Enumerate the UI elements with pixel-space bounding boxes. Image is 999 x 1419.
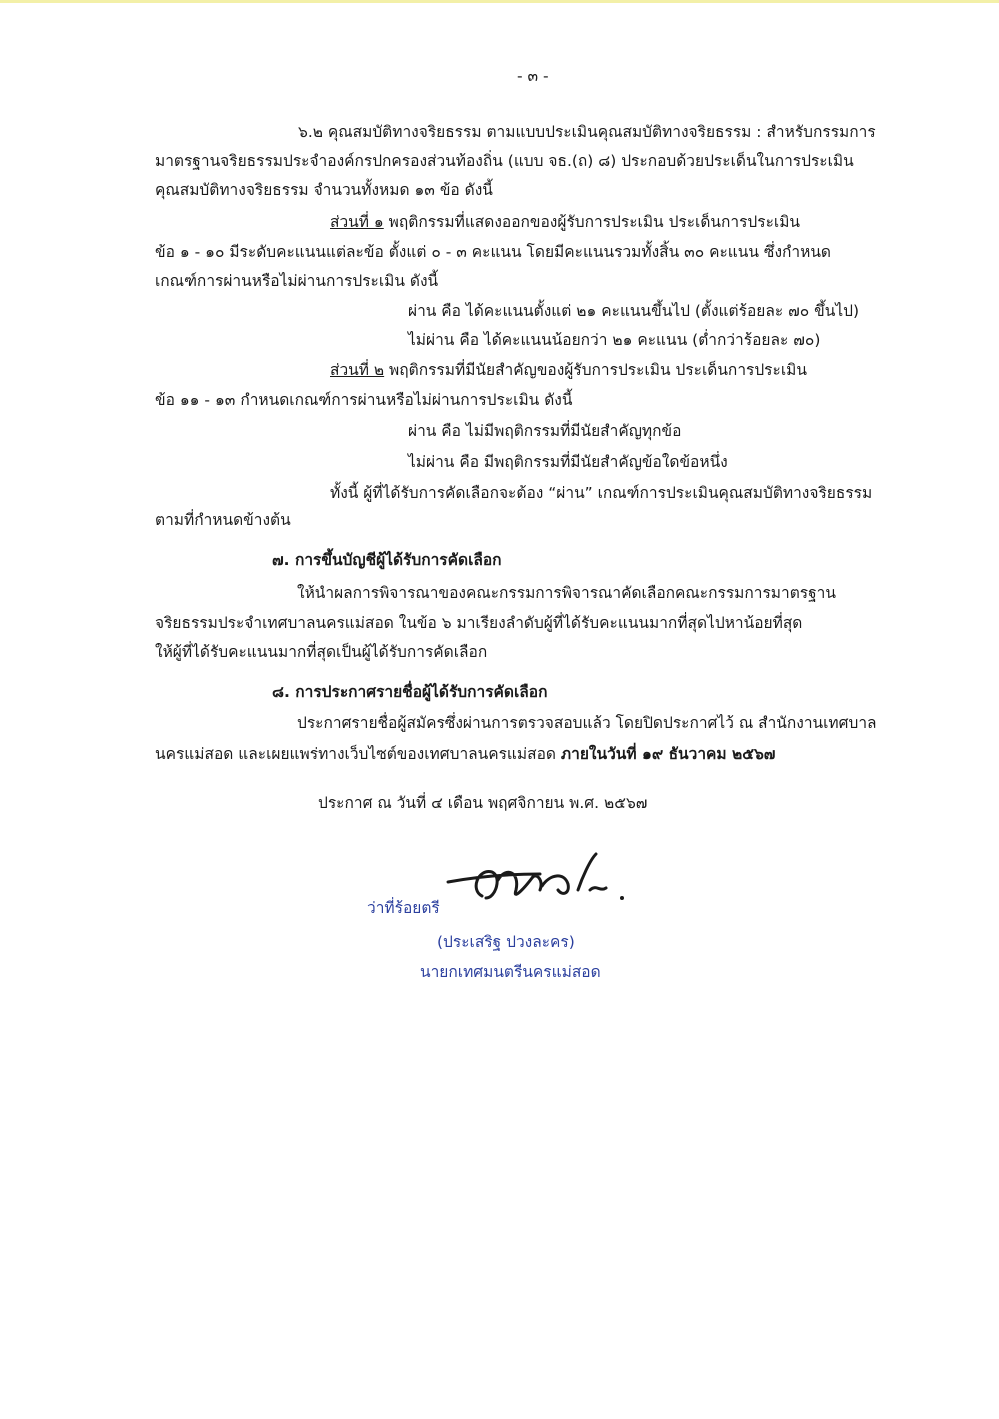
page-number: - ๓ - (517, 67, 549, 85)
page-top-border (0, 0, 999, 3)
sec8-deadline: ภายในวันที่ ๑๙ ธันวาคม ๒๕๖๗ (560, 745, 776, 763)
part1-line-2: ข้อ ๑ - ๑๐ มีระดับคะแนนแต่ละข้อ ตั้งแต่ ๐ - ๓ คะแนน โดยมีคะแนนรวมทั้งสิ้น ๓๐ คะแนน ซึ่งกำหนด (155, 243, 831, 261)
part1-line-1-text: พฤติกรรมที่แสดงออกของผู้รับการประเมิน ประเด็นการประเมิน (383, 213, 801, 231)
signature-position: นายกเทศมนตรีนครแม่สอด (420, 963, 601, 981)
part2-pass: ผ่าน คือ ไม่มีพฤติกรรมที่มีนัยสำคัญทุกข้อ (408, 422, 682, 440)
announce-date: ประกาศ ณ วันที่ ๔ เดือน พฤศจิกายน พ.ศ. ๒๕๖๗ (318, 794, 648, 812)
part1-line-1 (330, 212, 800, 232)
sec8-line-1: ประกาศรายชื่อผู้สมัครซึ่งผ่านการตรวจสอบแล้ว โดยปิดประกาศไว้ ณ สำนักงานเทศบาล (297, 714, 877, 732)
sec7-heading: ๗. การขึ้นบัญชีผู้ได้รับการคัดเลือก (272, 551, 502, 569)
sec7-line-2: จริยธรรมประจำเทศบาลนครแม่สอด ในข้อ ๖ มาเรียงลำดับผู้ที่ได้รับคะแนนมากที่สุดไปหาน้อยที่สุด (155, 614, 803, 632)
sec62-line-3: คุณสมบัติทางจริยธรรม จำนวนทั้งหมด ๑๓ ข้อ ดังนี้ (155, 181, 493, 199)
signature-name: (ประเสริฐ ปวงละคร) (437, 933, 575, 951)
signature-image (440, 850, 640, 920)
part1-line-3: เกณฑ์การผ่านหรือไม่ผ่านการประเมิน ดังนี้ (155, 272, 439, 290)
part1-fail: ไม่ผ่าน คือ ได้คะแนนน้อยกว่า ๒๑ คะแนน (ต่ำกว่าร้อยละ ๗๐) (408, 331, 821, 349)
sec8-line-2 (155, 744, 775, 764)
part1-pass: ผ่าน คือ ได้คะแนนตั้งแต่ ๒๑ คะแนนขึ้นไป (ตั้งแต่ร้อยละ ๗๐ ขึ้นไป) (408, 302, 859, 320)
sec62-line-2: มาตรฐานจริยธรรมประจำองค์กรปกครองส่วนท้องถิ่น (แบบ จธ.(ถ) ๘) ประกอบด้วยประเด็นในการประเมิน (155, 152, 854, 170)
part2-line-2: ข้อ ๑๑ - ๑๓ กำหนดเกณฑ์การผ่านหรือไม่ผ่านการประเมิน ดังนี้ (155, 391, 573, 409)
sec62-line-1: ๖.๒ คุณสมบัติทางจริยธรรม ตามแบบประเมินคุณสมบัติทางจริยธรรม : สำหรับกรรมการ (298, 123, 876, 141)
part2-line-1-text: พฤติกรรมที่มีนัยสำคัญของผู้รับการประเมิน ประเด็นการประเมิน (384, 361, 807, 379)
part2-label: ส่วนที่ ๒ (330, 361, 385, 379)
part2-fail: ไม่ผ่าน คือ มีพฤติกรรมที่มีนัยสำคัญข้อใดข้อหนึ่ง (408, 453, 728, 471)
sec7-line-3: ให้ผู้ที่ได้รับคะแนนมากที่สุดเป็นผู้ได้รับการคัดเลือก (155, 643, 488, 661)
note-line-2: ตามที่กำหนดข้างต้น (155, 511, 291, 529)
sec8-line-2-text: นครแม่สอด และเผยแพร่ทางเว็บไซต์ของเทศบาลนครแม่สอด (155, 745, 561, 763)
part2-line-1 (330, 360, 807, 380)
signature-rank: ว่าที่ร้อยตรี (367, 899, 440, 917)
part1-label: ส่วนที่ ๑ (330, 213, 384, 231)
sec7-line-1: ให้นำผลการพิจารณาของคณะกรรมการพิจารณาคัดเลือกคณะกรรมการมาตรฐาน (297, 584, 836, 602)
sec8-heading: ๘. การประกาศรายชื่อผู้ได้รับการคัดเลือก (272, 683, 548, 701)
note-line-1: ทั้งนี้ ผู้ที่ได้รับการคัดเลือกจะต้อง “ผ่าน” เกณฑ์การประเมินคุณสมบัติทางจริยธรรม (330, 484, 873, 502)
